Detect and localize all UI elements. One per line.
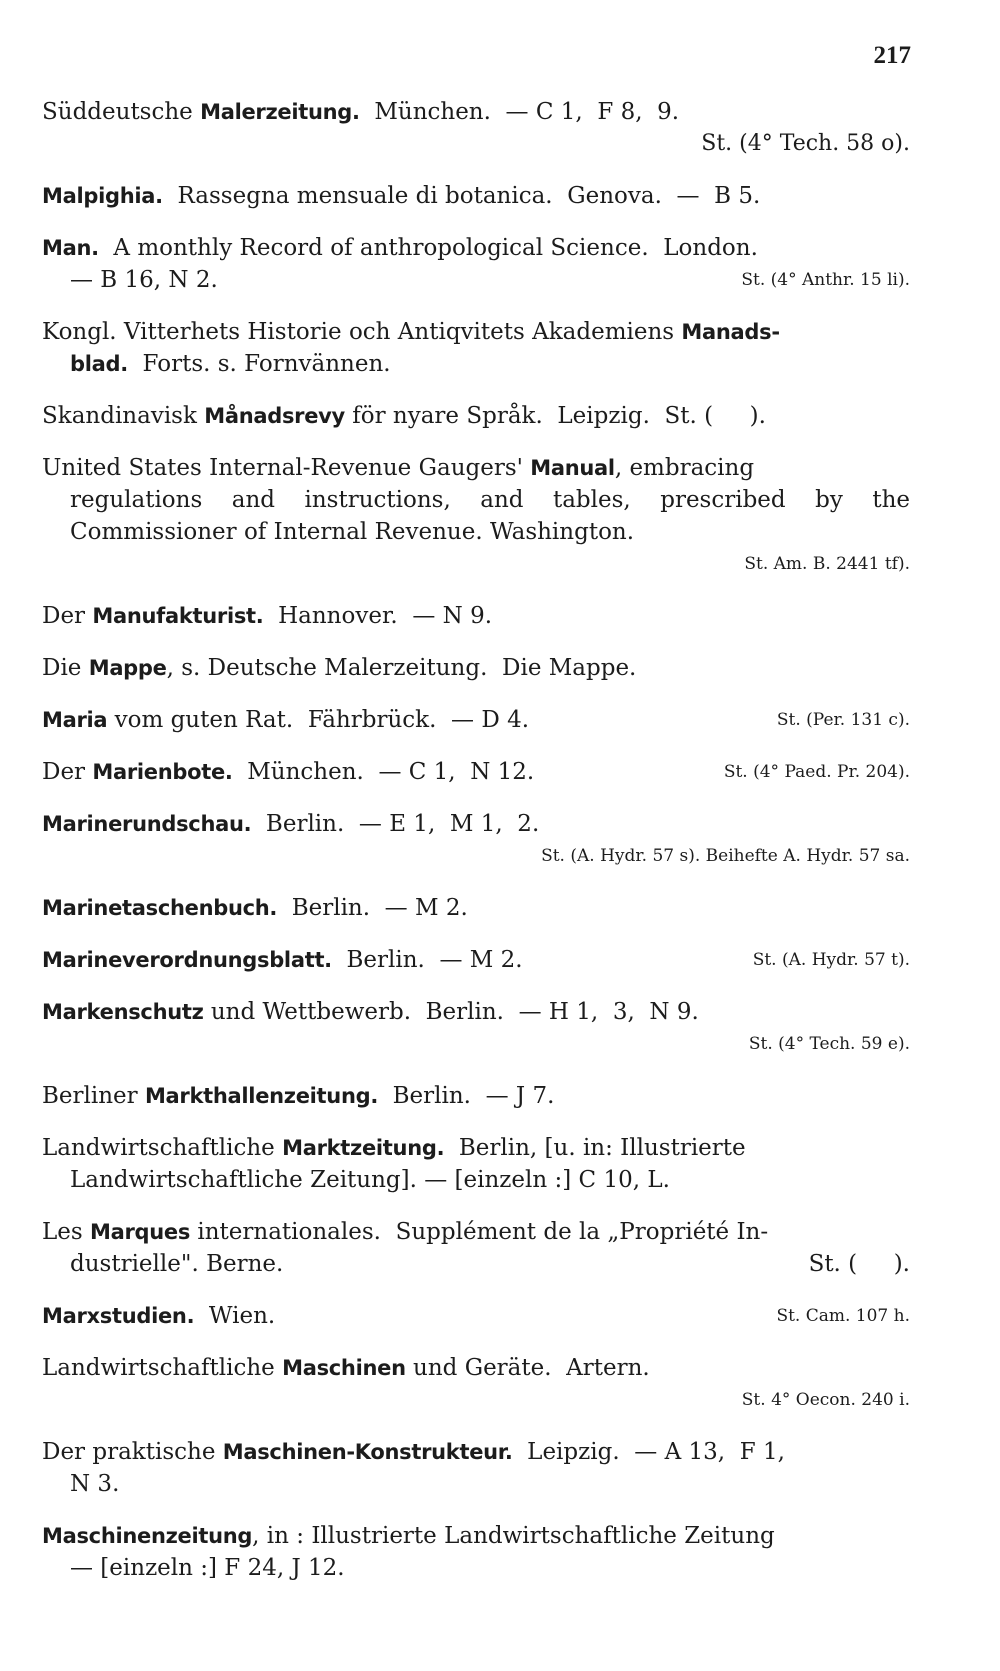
entry-shelfmark: St. (4° Tech. 59 e). — [748, 1034, 910, 1054]
entry-keyword: Maschinen — [282, 1356, 406, 1380]
catalog-entry — [42, 180, 910, 212]
entry-keyword: Marinerundschau. — [42, 812, 252, 836]
catalog-entry — [42, 704, 910, 736]
entry-keyword: Marques — [90, 1220, 191, 1244]
entry-keyword: Manufakturist. — [92, 604, 264, 628]
entry-text: Wien. — [194, 1303, 276, 1329]
entry-keyword: Manual — [530, 456, 615, 480]
entry-text: München. — C 1, F 8, 9. — [359, 99, 680, 125]
entry-keyword: Markthallenzeitung. — [144, 1084, 379, 1108]
catalog-entry — [42, 600, 910, 632]
entry-shelfmark: St. ( ). — [808, 1251, 910, 1277]
entry-continuation: N 3. — [70, 1471, 120, 1497]
entry-keyword: Malerzeitung. — [200, 100, 360, 124]
entry-keyword-continued: blad. — [70, 352, 128, 376]
catalog-entry — [42, 808, 910, 872]
catalog-entry — [42, 944, 910, 976]
entry-text: Berlin, [u. in: Illustrierte — [444, 1135, 746, 1161]
entry-continuation: — [einzeln :] F 24, J 12. — [70, 1555, 345, 1581]
entry-shelfmark: St. Cam. 107 h. — [776, 1306, 910, 1326]
catalog-entry — [42, 1520, 910, 1584]
entry-continuation: — B 16, N 2. — [70, 267, 218, 293]
catalog-entry — [42, 316, 910, 380]
entry-text: München. — C 1, N 12. — [232, 759, 535, 785]
catalog-entry — [42, 452, 910, 580]
catalog-entry — [42, 652, 910, 684]
entry-keyword: Markenschutz — [42, 1000, 204, 1024]
entry-keyword: Maschinen-Konstrukteur. — [222, 1440, 513, 1464]
catalog-entry — [42, 996, 910, 1060]
entry-continuation: regulations and instructions, and tables, prescribed by the — [70, 487, 910, 513]
catalog-entry — [42, 1352, 910, 1416]
entry-keyword: Marktzeitung. — [282, 1136, 445, 1160]
entry-keyword: Marinetaschenbuch. — [42, 896, 278, 920]
entry-keyword: Maschinenzeitung — [42, 1524, 253, 1548]
entry-prefix: Kongl. Vitterhets Historie och Antiqvitets Akademiens — [42, 319, 682, 345]
entry-keyword: Maria — [42, 708, 108, 732]
catalog-entry — [42, 1132, 910, 1196]
catalog-entry — [42, 1216, 910, 1280]
entry-continuation: dustrielle". Berne. — [70, 1251, 284, 1277]
entry-shelfmark: St. (4° Paed. Pr. 204). — [723, 762, 910, 782]
catalog-entry — [42, 1436, 910, 1500]
entry-text: Hannover. — N 9. — [263, 603, 493, 629]
entry-shelfmark: St. Am. B. 2441 tf). — [744, 554, 910, 574]
page-number: 217 — [873, 42, 911, 69]
entry-prefix: Der — [42, 603, 93, 629]
entry-shelfmark: St. (A. Hydr. 57 t). — [752, 950, 910, 970]
entry-shelfmark: St. 4° Oecon. 240 i. — [741, 1390, 910, 1410]
entry-shelfmark: St. (4° Tech. 58 o). — [701, 131, 910, 156]
entry-text: internationales. Supplément de la „Propriété In- — [190, 1219, 769, 1245]
catalog-entry — [42, 756, 910, 788]
entry-continuation: Landwirtschaftliche Zeitung]. — [einzeln :] C 10, L. — [70, 1167, 670, 1193]
entry-text: und Geräte. Artern. — [405, 1355, 650, 1381]
entry-text: Berlin. — M 2. — [331, 947, 523, 973]
entry-text: för nyare Språk. Leipzig. St. ( ). — [344, 403, 766, 429]
catalog-entry — [42, 892, 910, 924]
entry-text: , embracing — [614, 455, 755, 481]
entry-text: Forts. s. Fornvännen. — [127, 351, 391, 377]
entry-keyword: Marxstudien. — [42, 1304, 195, 1328]
entry-prefix: Berliner — [42, 1083, 145, 1109]
catalog-entry — [42, 96, 910, 160]
entry-prefix: Les — [42, 1219, 90, 1245]
catalog-entry — [42, 400, 910, 432]
entry-text: Berlin. — M 2. — [277, 895, 468, 921]
entry-keyword: Manads- — [681, 320, 780, 344]
entry-shelfmark: St. (Per. 131 c). — [776, 710, 910, 730]
entry-prefix: Der praktische — [42, 1439, 223, 1465]
catalog-entry — [42, 232, 910, 296]
entry-keyword: Malpighia. — [42, 184, 163, 208]
entry-text: Leipzig. — A 13, F 1, — [512, 1439, 785, 1465]
catalog-entries — [42, 96, 910, 1604]
catalog-entry — [42, 1300, 910, 1332]
entry-text: und Wettbewerb. Berlin. — H 1, 3, N 9. — [203, 999, 699, 1025]
entry-keyword: Mappe — [88, 656, 167, 680]
entry-keyword: Man. — [42, 236, 99, 260]
entry-text: , s. Deutsche Malerzeitung. Die Mappe. — [166, 655, 637, 681]
entry-prefix: Die — [42, 655, 89, 681]
entry-prefix: Landwirtschaftliche — [42, 1135, 283, 1161]
entry-text: Berlin. — J 7. — [378, 1083, 555, 1109]
entry-shelfmark: St. (4° Anthr. 15 li). — [741, 270, 910, 290]
entry-shelfmark: St. (A. Hydr. 57 s). Beihefte A. Hydr. 57 sa. — [541, 846, 910, 866]
entry-keyword: Marineverordnungsblatt. — [42, 948, 332, 972]
entry-keyword: Marienbote. — [92, 760, 233, 784]
entry-prefix: United States Internal-Revenue Gaugers' — [42, 455, 531, 481]
entry-text: , in : Illustrierte Landwirtschaftliche Zeitung — [252, 1523, 775, 1549]
entry-continuation: Commissioner of Internal Revenue. Washington. — [70, 519, 635, 545]
entry-prefix: Süddeutsche — [42, 99, 201, 125]
entry-prefix: Der — [42, 759, 93, 785]
entry-keyword: Månadsrevy — [204, 404, 345, 428]
entry-text: Berlin. — E 1, M 1, 2. — [251, 811, 540, 837]
entry-text: A monthly Record of anthropological Science. London. — [98, 235, 758, 261]
entry-prefix: Skandinavisk — [42, 403, 205, 429]
entry-prefix: Landwirtschaftliche — [42, 1355, 283, 1381]
entry-text: vom guten Rat. Fährbrück. — D 4. — [107, 707, 530, 733]
catalog-entry — [42, 1080, 910, 1112]
entry-text: Rassegna mensuale di botanica. Genova. — B 5. — [162, 183, 761, 209]
